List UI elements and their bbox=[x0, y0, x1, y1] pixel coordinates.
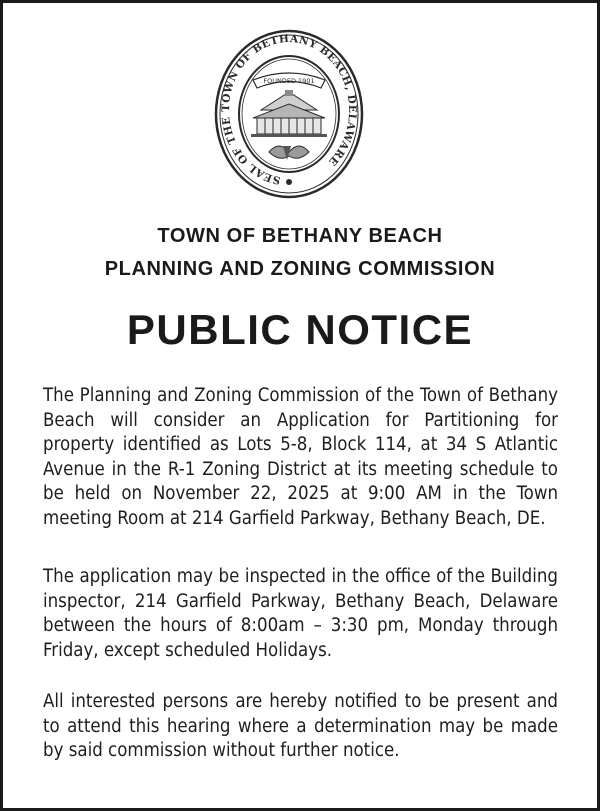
town-seal-logo bbox=[213, 28, 365, 200]
notice-paragraph-attendance: All interested persons are hereby notified to be present and to attend this hearing where a determination may be made by said commission without further notice. bbox=[43, 691, 558, 761]
notice-title: PUBLIC NOTICE bbox=[126, 306, 474, 353]
notice-paragraph-inspection: The application may be inspected in the office of the Building inspector, 214 Garfield Parkway, Bethany Beach, Delaware between the hours of 8:00am – 3:30 pm, Monday through Friday, except scheduled Holidays. bbox=[43, 566, 558, 661]
commission-heading: PLANNING AND ZONING COMMISSION bbox=[104, 258, 496, 280]
seal-banner-text: FOUNDED 1901 bbox=[263, 77, 315, 85]
seal-outer-text: SEAL OF THE TOWN OF BETHANY BEACH, DELAWARE bbox=[219, 32, 359, 187]
notice-paragraph-application: The Planning and Zoning Commission of the Town of Bethany Beach will consider an Application for Partitioning for property identified as Lots 5-8, Block 114, at 34 S Atlantic Avenue in the R-1 Zoning District at its meeting schedule to be held on November 22, 2025 at 9:00 AM in the Town meeting Room at 214 Garfield Parkway, Bethany Beach, DE. bbox=[43, 385, 558, 529]
town-heading: TOWN OF BETHANY BEACH bbox=[157, 225, 443, 247]
